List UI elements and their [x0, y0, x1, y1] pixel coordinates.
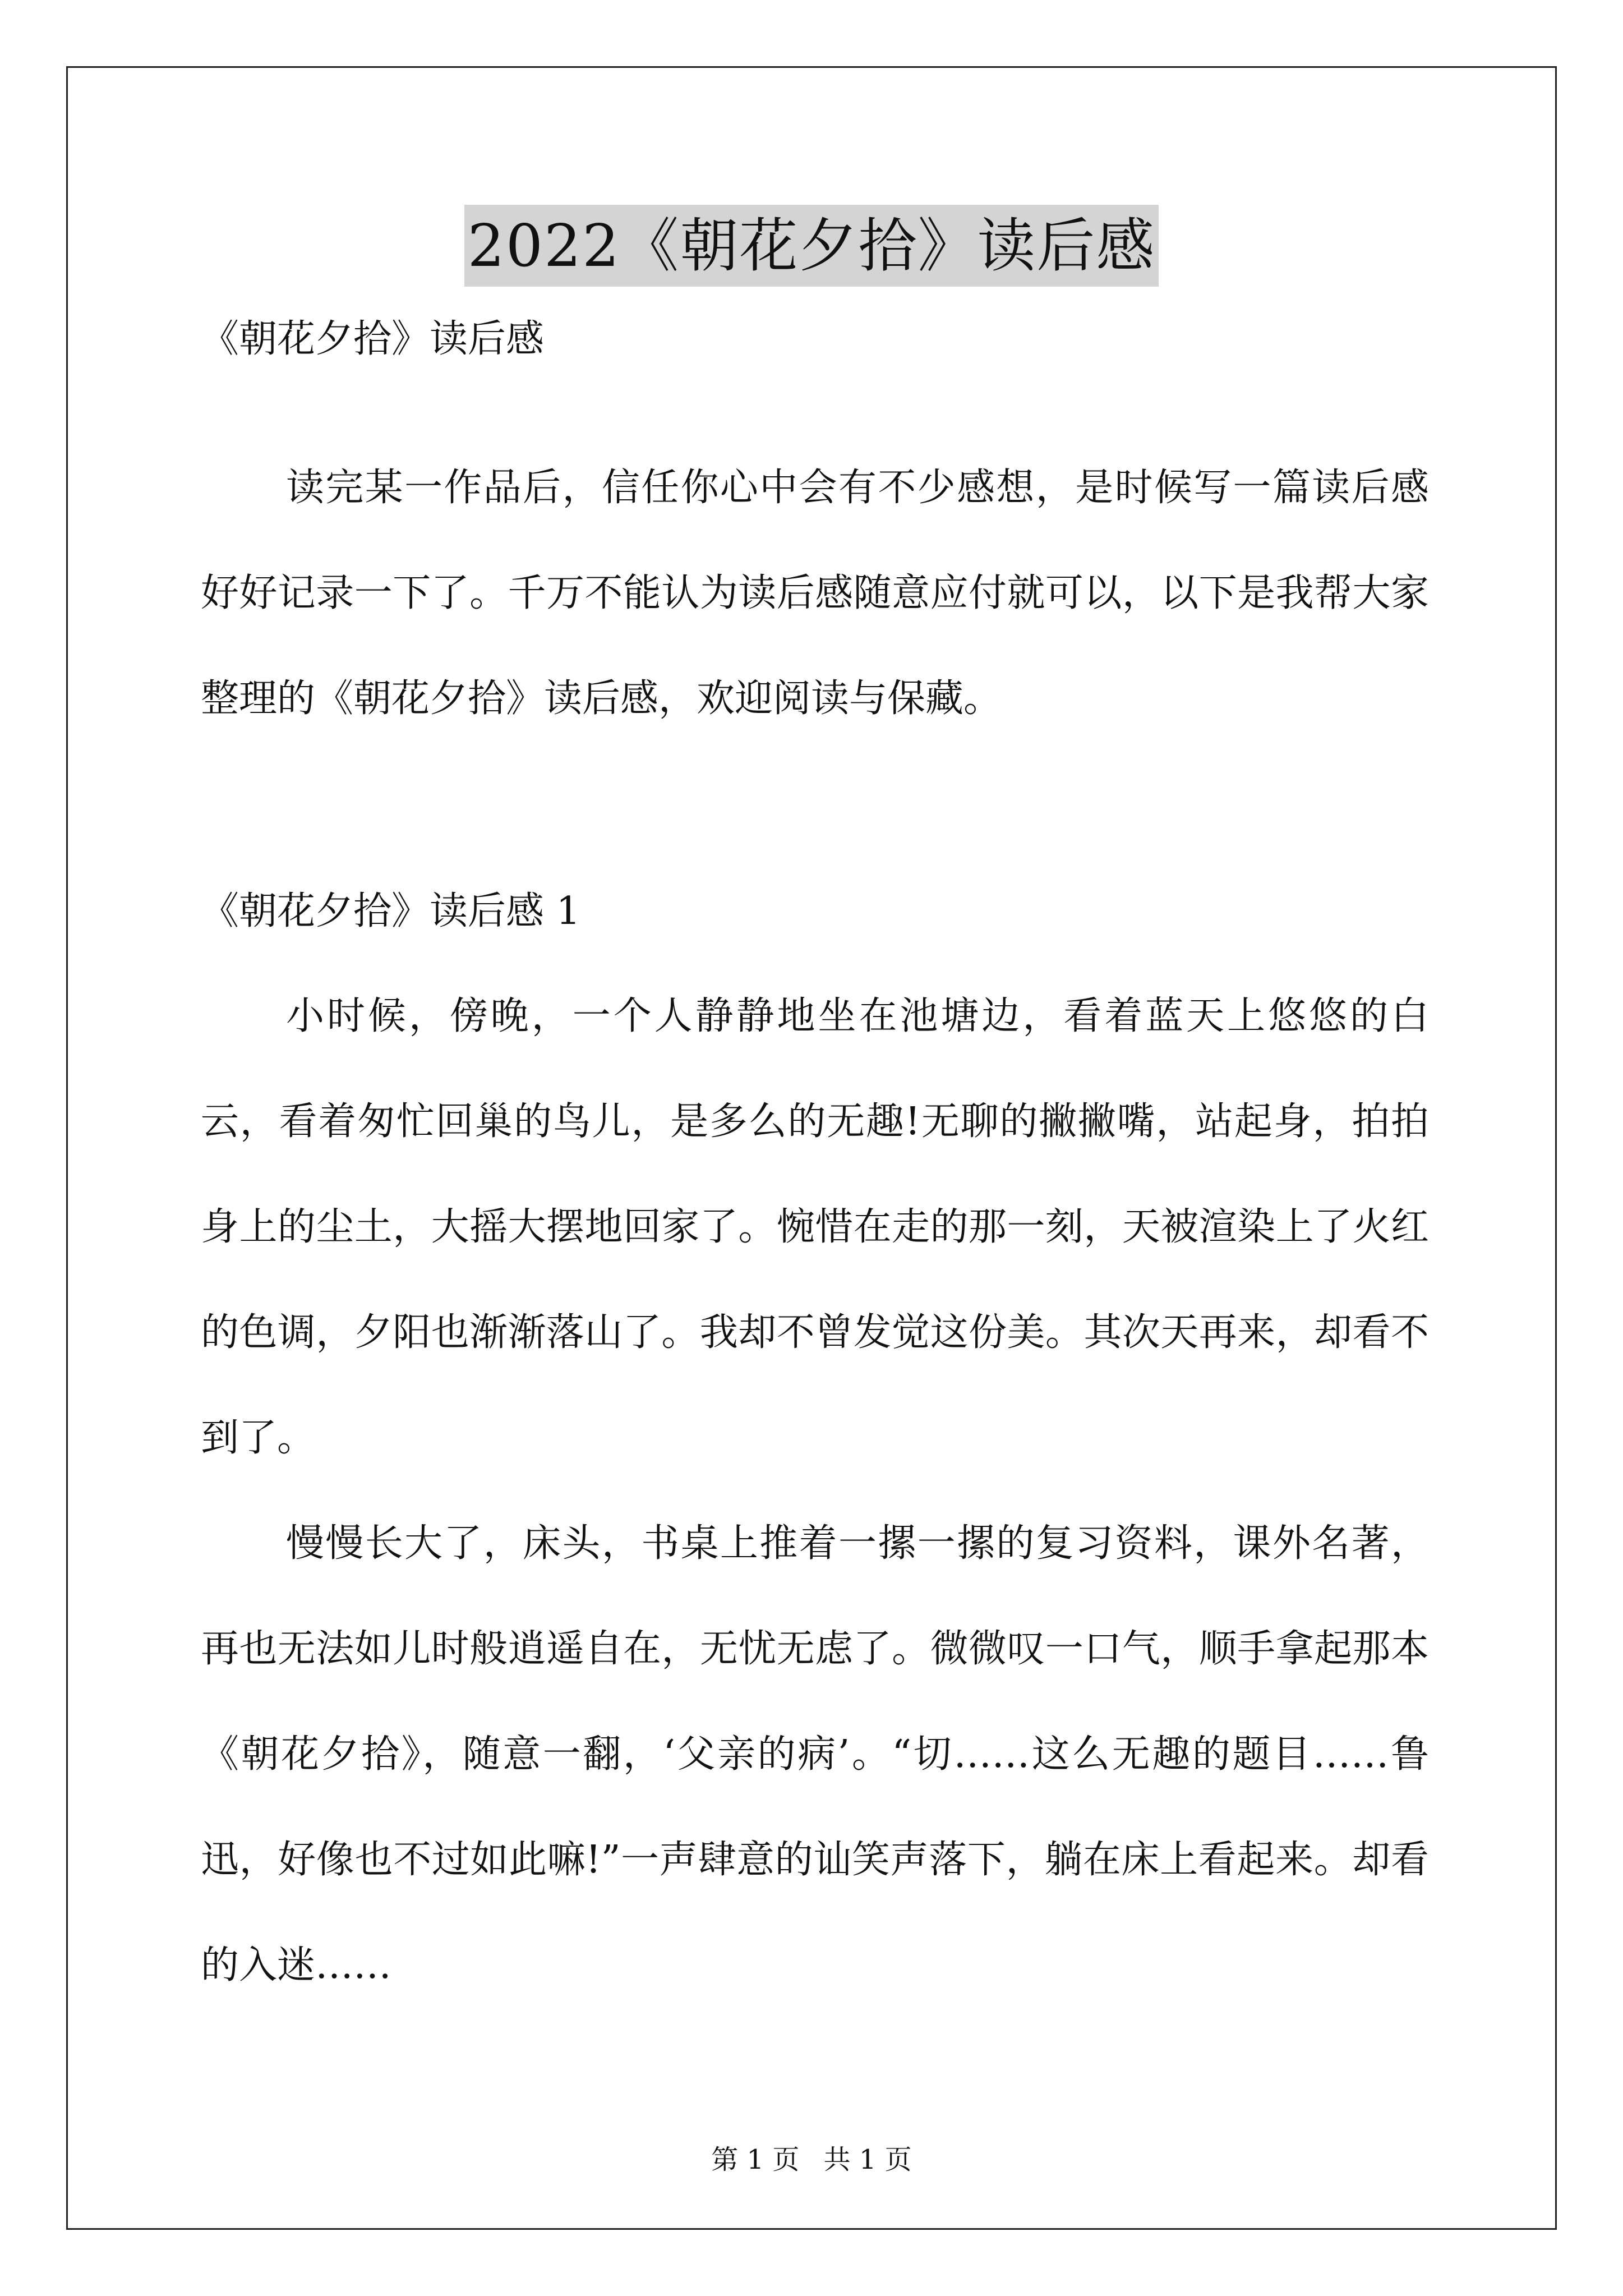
page-footer [0, 2143, 1623, 2177]
document-subtitle: 《朝花夕拾》读后感 [201, 317, 545, 361]
section-heading: 《朝花夕拾》读后感 1 [201, 889, 580, 933]
page-number: 第 1 页 [711, 2144, 800, 2175]
body-paragraph-1: 小时候，傍晚，一个人静静地坐在池塘边，看着蓝天上悠悠的白云，看着匆忙回巢的鸟儿，是多么的无趣!无聊的撇撇嘴，站起身，拍拍身上的尘土，大摇大摆地回家了。惋惜在走的那一刻，天被渲染上了火红的色调，夕阳也渐渐落山了。我却不曾发觉这份美。其次天再来，却看不到了。 [201, 994, 1429, 1460]
title-container [0, 205, 1623, 287]
page-total: 共 1 页 [823, 2144, 912, 2175]
intro-paragraph: 读完某一作品后，信任你心中会有不少感想，是时候写一篇读后感好好记录一下了。千万不能认为读后感随意应付就可以，以下是我帮大家整理的《朝花夕拾》读后感，欢迎阅读与保藏。 [201, 466, 1429, 721]
body-paragraph-2: 慢慢长大了，床头，书桌上推着一摞一摞的复习资料，课外名著，再也无法如儿时般逍遥自在，无忧无虑了。微微叹一口气，顺手拿起那本《朝花夕拾》，随意一翻，‘父亲的病’。“切……这么无趣的题目……鲁迅，好像也不过如此嘛!”一声肆意的讪笑声落下，躺在床上看起来。却看的入迷…… [201, 1521, 1429, 1987]
document-title: 2022《朝花夕拾》读后感 [464, 205, 1159, 287]
